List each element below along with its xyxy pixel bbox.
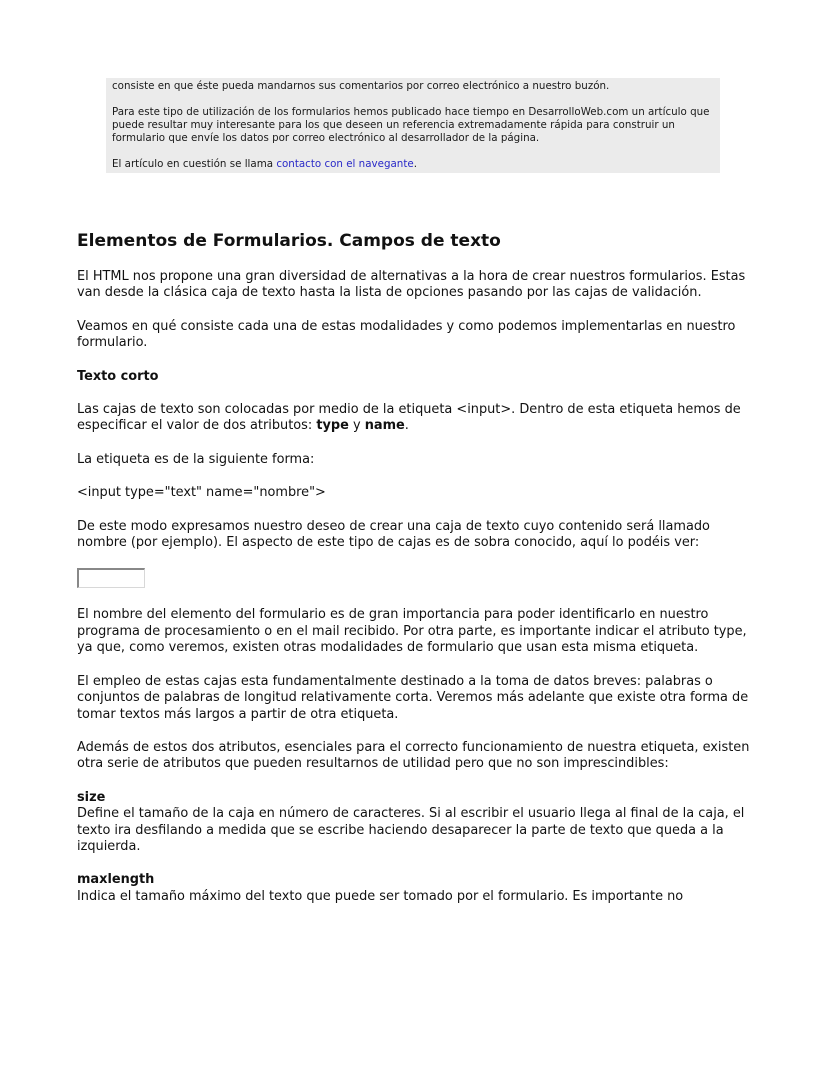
- intro-paragraph-2: Veamos en qué consiste cada una de estas modalidades y como podemos implementarlas en nuestro formulario.: [77, 318, 736, 351]
- callout-paragraph-2: Para este tipo de utilización de los formularios hemos publicado hace tiempo en DesarrolloWeb.com un artículo que puede resultar muy interesante para los que deseen un referencia extremadamente rápida para construir un formulario que envíe los datos por correo electrónico al desarrollador de la página.: [112, 106, 710, 144]
- article-content: [77, 230, 757, 905]
- usage-paragraph: El empleo de estas cajas esta fundamentalmente destinado a la toma de datos breves: palabras o conjuntos de palabras de longitud relativamente corta. Veremos más adelante que existe otra forma de tomar textos más largos a partir de otra etiqueta.: [77, 673, 749, 722]
- attribute-maxlength-description: Indica el tamaño máximo del texto que puede ser tomado por el formulario. Es importante no: [77, 888, 684, 904]
- demo-text-input[interactable]: [77, 568, 145, 588]
- code-example: <input type="text" name="nombre">: [77, 485, 326, 501]
- attribute-maxlength-block: [77, 872, 757, 905]
- other-attributes-paragraph: Además de estos dos atributos, esenciales para el correcto funcionamiento de nuestra etiqueta, existen otra serie de atributos que pueden resultarnos de utilidad pero que no son imprescindibles:: [77, 739, 750, 772]
- input-tag-prefix: Las cajas de texto son colocadas por medio de la etiqueta <input>. Dentro de esta etiqueta hemos de especificar el valor de dos atributos:: [77, 402, 741, 434]
- callout-p3-suffix: .: [413, 158, 417, 170]
- attribute-size-description: Define el tamaño de la caja en número de caracteres. Si al escribir el usuario llega al final de la caja, el texto ira desfilando a medida que se escribe haciendo desaparecer la parte de texto que queda a la izquierda.: [77, 806, 745, 854]
- callout-paragraph-3: [112, 158, 714, 171]
- input-tag-suffix: .: [404, 418, 409, 434]
- name-attr-emphasis: name: [364, 418, 405, 434]
- label-form-paragraph: La etiqueta es de la siguiente forma:: [77, 451, 315, 467]
- description-paragraph: De este modo expresamos nuestro deseo de crear una caja de texto cuyo contenido será llamado nombre (por ejemplo). El aspecto de este tipo de cajas es de sobra conocido, aquí lo podéis ver:: [77, 518, 710, 551]
- section-title-texto-corto: Texto corto: [77, 368, 159, 384]
- intro-paragraph-1: El HTML nos propone una gran diversidad de alternativas a la hora de crear nuestros formularios. Estas van desde la clásica caja de texto hasta la lista de opciones pasando por las cajas de validación.: [77, 269, 746, 301]
- input-tag-paragraph: [77, 402, 757, 435]
- info-callout-box: [106, 78, 720, 173]
- attribute-size-name: size: [77, 789, 106, 805]
- type-attr-emphasis: type: [316, 418, 349, 434]
- importance-paragraph: El nombre del elemento del formulario es de gran importancia para poder identificarlo en nuestro programa de procesamiento o en el mail recibido. Por otra parte, es importante indicar el atributo type, ya que, como veremos, existen otras modalidades de formulario que usan esta misma etiqueta.: [77, 607, 747, 656]
- input-tag-and: y: [348, 418, 365, 434]
- attribute-maxlength-name: maxlength: [77, 872, 155, 888]
- callout-paragraph-1: consiste en que éste pueda mandarnos sus comentarios por correo electrónico a nuestro buzón.: [112, 80, 610, 92]
- page-title: Elementos de Formularios. Campos de texto: [77, 231, 501, 251]
- contacto-navegante-link[interactable]: contacto con el navegante: [276, 158, 414, 170]
- callout-p3-prefix: El artículo en cuestión se llama: [112, 158, 277, 170]
- attribute-size-block: [77, 790, 757, 856]
